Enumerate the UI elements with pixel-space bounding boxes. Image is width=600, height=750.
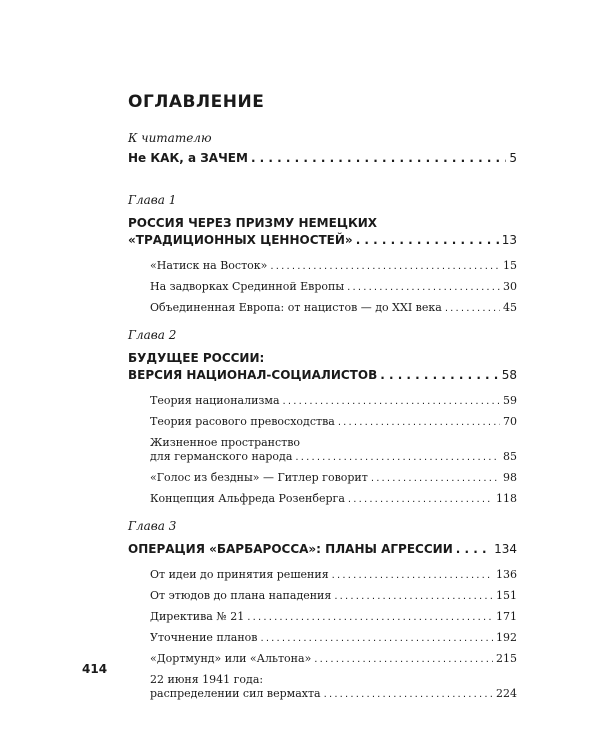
toc-section[interactable]: [150, 673, 517, 702]
toc-section[interactable]: [150, 415, 517, 430]
page-number: 98: [503, 471, 517, 484]
leader-dots: [371, 472, 500, 486]
leader-dots: [356, 232, 499, 249]
page-folio-number: 414: [82, 662, 108, 676]
toc-section[interactable]: [150, 394, 517, 409]
leader-dots: [247, 611, 493, 625]
toc-chapter-2: [128, 327, 517, 513]
page-number: 118: [496, 492, 517, 505]
toc-intro: [128, 130, 517, 167]
section-title-line1: 22 июня 1941 года:: [150, 673, 264, 686]
page-number: 224: [496, 687, 517, 700]
page-number: 215: [496, 652, 517, 665]
chapter-title-line2: ВЕРСИЯ НАЦИОНАЛ-СОЦИАЛИСТОВ: [128, 368, 378, 382]
section-title: «Голос из бездны» — Гитлер говорит: [150, 471, 368, 484]
leader-dots: [445, 302, 500, 316]
page-number: 45: [503, 301, 517, 314]
chapter-title-line2: «ТРАДИЦИОННЫХ ЦЕННОСТЕЙ»: [128, 233, 353, 247]
leader-dots: [260, 632, 493, 646]
toc-section[interactable]: [150, 471, 517, 486]
section-title: «Натиск на Восток»: [150, 259, 268, 272]
toc-entry-chapter-3[interactable]: [128, 541, 517, 558]
section-title: Объединенная Европа: от нацистов — до XXI века: [150, 301, 442, 314]
page-number: 171: [496, 610, 517, 623]
toc-section[interactable]: [150, 631, 517, 646]
section-title: От этюдов до плана нападения: [150, 589, 332, 602]
page-number: 59: [503, 394, 517, 407]
page-number: 192: [496, 631, 517, 644]
leader-dots: [270, 260, 500, 274]
page-number: 15: [503, 259, 517, 272]
toc-section[interactable]: [150, 436, 517, 465]
leader-dots: [338, 416, 500, 430]
page-number: 134: [494, 542, 517, 556]
page-number: 70: [503, 415, 517, 428]
leader-dots: [283, 395, 500, 409]
chapter-title: ОПЕРАЦИЯ «БАРБАРОССА»: ПЛАНЫ АГРЕССИИ: [128, 542, 453, 556]
section-title: Теория расового превосходства: [150, 415, 335, 428]
leader-dots: [456, 541, 491, 558]
section-title: Теория национализма: [150, 394, 280, 407]
leader-dots: [332, 569, 493, 583]
toc-chapter-1: [128, 192, 517, 322]
leader-dots: [324, 688, 493, 702]
toc-entry-intro[interactable]: [128, 150, 517, 167]
leader-dots: [347, 281, 500, 295]
toc-section[interactable]: [150, 259, 517, 274]
section-title: «Дортмунд» или «Альтона»: [150, 652, 312, 665]
toc-section[interactable]: [150, 492, 517, 507]
page-number: 5: [509, 151, 517, 165]
section-title: Концепция Альфреда Розенберга: [150, 492, 345, 505]
toc-chapter-3: [128, 518, 517, 708]
toc-entry-chapter-1[interactable]: [128, 215, 517, 249]
leader-dots: [251, 150, 506, 167]
leader-dots: [314, 653, 493, 667]
section-title: От идеи до принятия решения: [150, 568, 329, 581]
intro-label: К читателю: [128, 131, 212, 145]
chapter-title-line1: БУДУЩЕЕ РОССИИ:: [128, 351, 265, 365]
chapter-label: Глава 2: [128, 328, 177, 342]
section-title: для германского народа: [150, 450, 293, 463]
entry-title: Не КАК, а ЗАЧЕМ: [128, 151, 248, 165]
leader-dots: [295, 451, 500, 465]
toc-section[interactable]: [150, 280, 517, 295]
page-number: 30: [503, 280, 517, 293]
page-number: 151: [496, 589, 517, 602]
leader-dots: [334, 590, 493, 604]
toc-section[interactable]: [150, 568, 517, 583]
toc-section[interactable]: [150, 610, 517, 625]
toc-section[interactable]: [150, 301, 517, 316]
page-number: 85: [503, 450, 517, 463]
chapter-title-line1: РОССИЯ ЧЕРЕЗ ПРИЗМУ НЕМЕЦКИХ: [128, 216, 378, 230]
toc-section[interactable]: [150, 652, 517, 667]
section-title: распределении сил вермахта: [150, 687, 321, 700]
page-number: 136: [496, 568, 517, 581]
chapter-label: Глава 1: [128, 193, 177, 207]
leader-dots: [380, 367, 499, 384]
page-title: ОГЛАВЛЕНИЕ: [128, 92, 265, 112]
section-title: На задворках Срединной Европы: [150, 280, 345, 293]
section-title: Директива № 21: [150, 610, 245, 623]
toc-section[interactable]: [150, 589, 517, 604]
section-title: Уточнение планов: [150, 631, 258, 644]
page-number: 13: [501, 233, 517, 247]
chapter-label: Глава 3: [128, 519, 177, 533]
section-title-line1: Жизненное пространство: [150, 436, 301, 449]
toc-entry-chapter-2[interactable]: [128, 350, 517, 384]
page-number: 58: [501, 368, 517, 382]
leader-dots: [348, 493, 493, 507]
